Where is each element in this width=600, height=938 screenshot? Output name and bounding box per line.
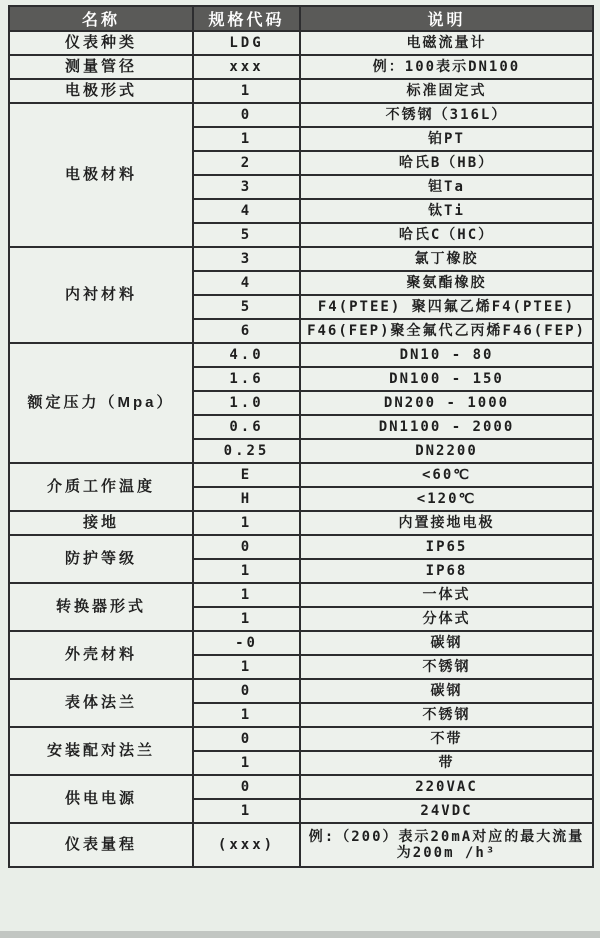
spec-code-cell: 0.6: [193, 415, 300, 439]
spec-code-cell: xxx: [193, 55, 300, 79]
description-cell: 哈氏C（HC）: [300, 223, 593, 247]
spec-code-cell: 6: [193, 319, 300, 343]
description-cell: 钛Ti: [300, 199, 593, 223]
spec-code-cell: E: [193, 463, 300, 487]
spec-code-cell: 1: [193, 583, 300, 607]
spec-code-cell: 1: [193, 751, 300, 775]
group-name-cell: 内衬材料: [9, 247, 193, 343]
spec-code-cell: 1: [193, 79, 300, 103]
description-cell: F46(FEP)聚全氟代乙丙烯F46(FEP): [300, 319, 593, 343]
spec-code-cell: 2: [193, 151, 300, 175]
description-cell: DN1100 - 2000: [300, 415, 593, 439]
group-name-cell: 接地: [9, 511, 193, 535]
spec-code-cell: 3: [193, 247, 300, 271]
group-name-cell: 防护等级: [9, 535, 193, 583]
description-cell: DN200 - 1000: [300, 391, 593, 415]
description-cell: 例：100表示DN100: [300, 55, 593, 79]
description-cell: 内置接地电极: [300, 511, 593, 535]
description-cell: 带: [300, 751, 593, 775]
spec-code-cell: 5: [193, 295, 300, 319]
table-header: [9, 6, 593, 31]
description-cell: IP65: [300, 535, 593, 559]
spec-code-cell: 0: [193, 727, 300, 751]
description-cell: 24VDC: [300, 799, 593, 823]
description-cell: 一体式: [300, 583, 593, 607]
flowmeter-selection-table: [8, 5, 594, 868]
description-cell: IP68: [300, 559, 593, 583]
table-body: [9, 31, 593, 867]
spec-code-cell: LDG: [193, 31, 300, 55]
table-row: [9, 79, 593, 103]
description-cell: <60℃: [300, 463, 593, 487]
spec-code-cell: 1: [193, 607, 300, 631]
table-row: [9, 511, 593, 535]
table-row: [9, 535, 593, 559]
spec-code-cell: 0: [193, 679, 300, 703]
description-cell: F4(PTEE) 聚四氟乙烯F4(PTEE): [300, 295, 593, 319]
group-name-cell: 测量管径: [9, 55, 193, 79]
description-cell: DN10 - 80: [300, 343, 593, 367]
header-description-column: 说明: [300, 6, 593, 31]
group-name-cell: 额定压力（Mpa）: [9, 343, 193, 463]
group-name-cell: 电极形式: [9, 79, 193, 103]
spec-code-cell: -0: [193, 631, 300, 655]
table-row: [9, 247, 593, 271]
group-name-cell: 转换器形式: [9, 583, 193, 631]
description-cell: 氯丁橡胶: [300, 247, 593, 271]
spec-code-cell: 1: [193, 655, 300, 679]
description-cell: 铂PT: [300, 127, 593, 151]
spec-code-cell: (xxx): [193, 823, 300, 867]
table-row: [9, 31, 593, 55]
table-row: [9, 727, 593, 751]
table-row: [9, 775, 593, 799]
spec-code-cell: 0.25: [193, 439, 300, 463]
description-cell: <120℃: [300, 487, 593, 511]
group-name-cell: 介质工作温度: [9, 463, 193, 511]
spec-code-cell: 1: [193, 703, 300, 727]
header-code-column: 规格代码: [193, 6, 300, 31]
spec-code-cell: 1: [193, 511, 300, 535]
description-cell: 分体式: [300, 607, 593, 631]
header-row: [9, 6, 593, 31]
description-cell: 碳钢: [300, 631, 593, 655]
spec-code-cell: H: [193, 487, 300, 511]
group-name-cell: 表体法兰: [9, 679, 193, 727]
group-name-cell: 电极材料: [9, 103, 193, 247]
table-row: [9, 823, 593, 867]
page-bottom-strip: [0, 931, 600, 938]
table-row: [9, 103, 593, 127]
table-row: [9, 583, 593, 607]
description-cell: 碳钢: [300, 679, 593, 703]
header-name-column: 名称: [9, 6, 193, 31]
description-cell: 不锈钢: [300, 655, 593, 679]
table-row: [9, 463, 593, 487]
spec-code-cell: 4: [193, 271, 300, 295]
description-cell: 不带: [300, 727, 593, 751]
spec-code-cell: 4.0: [193, 343, 300, 367]
spec-code-cell: 1: [193, 127, 300, 151]
group-name-cell: 仪表种类: [9, 31, 193, 55]
table-row: [9, 631, 593, 655]
description-cell: 不锈钢: [300, 703, 593, 727]
spec-code-cell: 1.6: [193, 367, 300, 391]
group-name-cell: 外壳材料: [9, 631, 193, 679]
table-row: [9, 343, 593, 367]
spec-code-cell: 4: [193, 199, 300, 223]
description-cell: 电磁流量计: [300, 31, 593, 55]
description-cell: DN2200: [300, 439, 593, 463]
description-cell: 不锈钢（316L）: [300, 103, 593, 127]
description-cell: 聚氨酯橡胶: [300, 271, 593, 295]
spec-code-cell: 0: [193, 775, 300, 799]
spec-code-cell: 1.0: [193, 391, 300, 415]
table-row: [9, 55, 593, 79]
description-cell: 例:（200）表示20mA对应的最大流量为200m /h³: [300, 823, 593, 867]
spec-code-cell: 5: [193, 223, 300, 247]
spec-code-cell: 0: [193, 103, 300, 127]
description-cell: 哈氏B（HB）: [300, 151, 593, 175]
group-name-cell: 供电电源: [9, 775, 193, 823]
spec-code-cell: 1: [193, 799, 300, 823]
spec-code-cell: 0: [193, 535, 300, 559]
description-cell: 标准固定式: [300, 79, 593, 103]
description-cell: 220VAC: [300, 775, 593, 799]
group-name-cell: 仪表量程: [9, 823, 193, 867]
table-row: [9, 679, 593, 703]
description-cell: DN100 - 150: [300, 367, 593, 391]
spec-code-cell: 1: [193, 559, 300, 583]
description-cell: 钽Ta: [300, 175, 593, 199]
group-name-cell: 安装配对法兰: [9, 727, 193, 775]
spec-code-cell: 3: [193, 175, 300, 199]
